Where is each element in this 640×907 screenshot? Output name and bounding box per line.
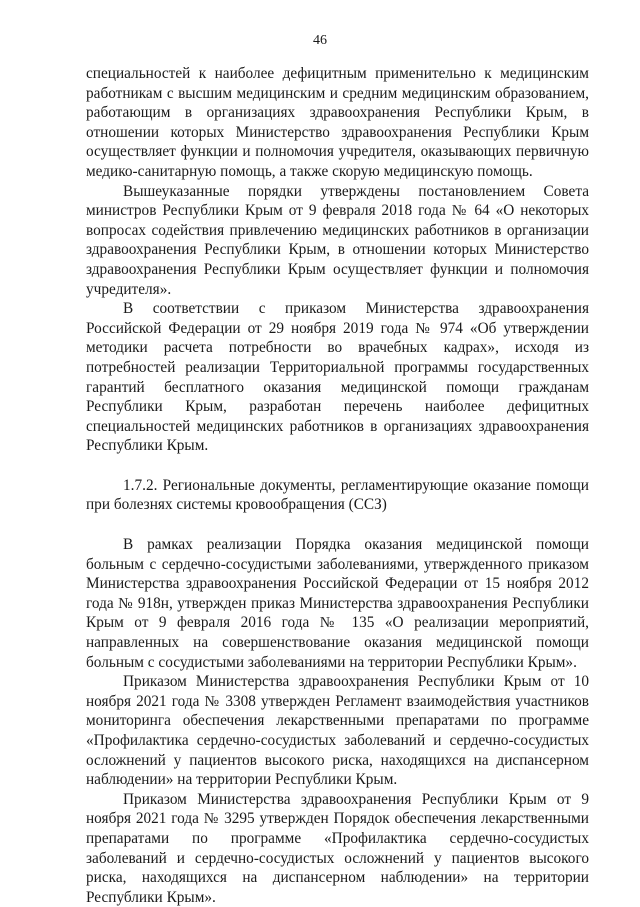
paragraph: В рамках реализации Порядка оказания медицинской помощи больным с сердечно-сосудистыми заболеваниями, утвержденного приказом Министерства здравоохранения Российской Федерации от 15 ноября 2012 года № 918н, утвержден приказ Министерства здравоохранения Республики Крым от 9 февраля 2016 года № 135 «О реализации мероприятий, направленных на совершенствование оказания медицинской помощи больным с сосудистыми заболеваниями на территории Республики Крым». — [86, 536, 589, 671]
paragraph: Вышеуказанные порядки утверждены постановлением Совета министров Республики Крым от 9 февраля 2018 года № 64 «О некоторых вопросах содействия привлечению медицинских работников в организации здравоохранения Республики Крым, в отношении которых Министерство здравоохранения Республики Крым осуществляет функции и полномочия учредителя». — [86, 182, 589, 298]
paragraph-continuation: специальностей к наиболее дефицитным применительно к медицинским работникам с высшим медицинским и средним медицинским образованием, работающим в организациях здравоохранения Республики Крым, в отношении которых Министерство здравоохранения Республики Крым осуществляет функции и полномочия учредителя, оказывающих первичную медико-санитарную помощь, а также скорую медицинскую помощь. — [86, 65, 589, 180]
paragraph: В соответствии с приказом Министерства здравоохранения Российской Федерации от 29 ноября 2019 года № 974 «Об утверждении методики расчета потребности во врачебных кадрах», исходя из потребностей реализации Территориальной программы государственных гарантий бесплатного оказания медицинской помощи гражданам Республики Крым, разработан перечень наиболее дефицитных специальностей медицинских работников в организациях здравоохранения Республики Крым. — [86, 300, 589, 455]
paragraph: Приказом Министерства здравоохранения Республики Крым от 10 ноября 2021 года № 3308 утвержден Регламент взаимодействия участников мониторинга обеспечения лекарственными препаратами по программе «Профилактика сердечно-сосудистых заболеваний и сердечно-сосудистых осложнений у пациентов высокого риска, находящихся на диспансерном наблюдении» на территории Республики Крым. — [86, 673, 589, 789]
section-heading: 1.7.2. Региональные документы, регламентирующие оказание помощи при болезнях системы кровообращения (ССЗ) — [86, 476, 589, 514]
document-body — [86, 64, 589, 907]
paragraph: Приказом Министерства здравоохранения Республики Крым от 9 ноября 2021 года № 3295 утвержден Порядок обеспечения лекарственными препаратами по программе «Профилактика сердечно-сосудистых заболеваний и сердечно-сосудистых осложнений у пациентов высокого риска, находящихся на диспансерном наблюдении» на территории Республики Крым». — [86, 790, 589, 906]
page-number: 46 — [313, 33, 327, 48]
